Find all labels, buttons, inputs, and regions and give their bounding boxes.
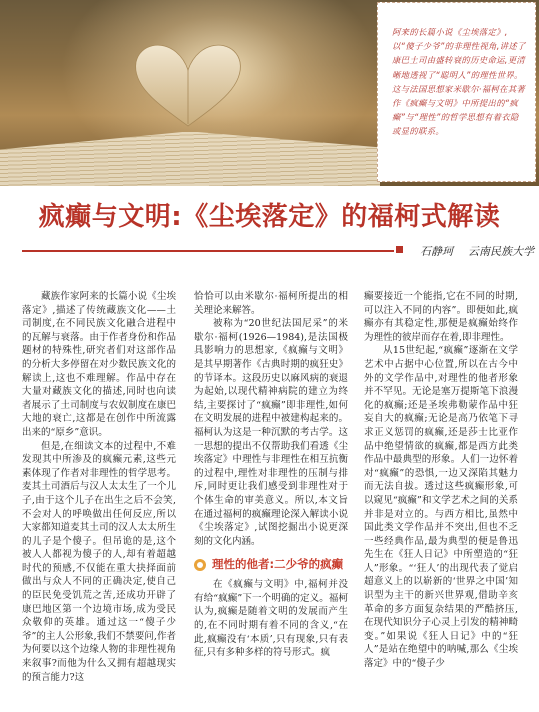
image-caption-box bbox=[377, 2, 536, 182]
paragraph: 被称为“20世纪法国尼采”的米歇尔·福柯(1926—1984),是法国极具影响力的思想家,《疯癫与文明》是其早期著作《古典时期的疯狂史》的节译本。这段历史以麻风病的衰退为起始,以现代精神病院的建立为终结,主要探讨了“疯癫”即非理性,如何在文明发展的进程中被建构起来的。福柯认为这是一种沉默的考古学。这一思想的提出不仅帮助我们看透《尘埃落定》中理性与非理性在相互抗衡的过程中,理性对非理性的压制与排斥,同时更让我们感受到非理性对于个体生命的审美意义。所以,本文旨在通过福柯的疯癫理论深入解读小说《尘埃落定》,试图挖掘出小说更深刻的文化内涵。 bbox=[194, 318, 348, 547]
body-column-3 bbox=[364, 290, 518, 671]
byline bbox=[22, 244, 534, 258]
paragraph: 藏族作家阿来的长篇小说《尘埃落定》,描述了传统藏族文化——土司制度,在不同民族文化融合进程中的瓦解与衰落。由于作者身份和作品题材的特殊性,研究者们对这部作品的分析大多停留在对少数民族文化的解读上,这也不难理解。作品中存在大量对藏族文化的描述,同时也向读者展示了土司制度与农奴制度在康巴大地的衰亡,这都是在创作中所流露出来的“原乡”意识。 bbox=[22, 291, 176, 438]
paragraph: 在《疯癫与文明》中,福柯并没有给“疯癫”下一个明确的定义。福柯认为,疯癫是随着文明的发展而产生的,在不同时期有着不同的含义,“在此,疯癫没有‘本质’,只有现象,只有表征,只有多种多样的符号形式。疯 bbox=[194, 579, 348, 659]
section-heading-text: 理性的他者:二少爷的疯癫 bbox=[212, 557, 344, 572]
paragraph: 恰恰可以由米歇尔·福柯所提出的相关理论来解答。 bbox=[194, 291, 348, 316]
section-bullet-icon bbox=[194, 559, 206, 571]
author-affiliation: 云南民族大学 bbox=[468, 245, 534, 258]
byline-square-mark bbox=[396, 246, 403, 253]
heart-shape-icon bbox=[128, 38, 248, 130]
paragraph: 癫要接近一个能指,它在不同的时期,可以注入不同的内容”。即便如此,疯癫亦有其稳定性,那便是疯癫始终作为理性的彼岸而存在着,即非理性。 bbox=[364, 291, 518, 343]
caption-text: 阿来的长篇小说《尘埃落定》,以“傻子少爷”的非理性视角,讲述了康巴土司由盛转衰的历史命运,更清晰地透视了“聪明人”的理性世界。这与法国思想家米歇尔·福柯在其著作《疯癫与文明》中所提出的“疯癫”与“理性”的哲学思想有着衣隐或显的联系。 bbox=[392, 27, 526, 137]
paragraph: 但是,在细读文本的过程中,不难发现其中所渗及的疯癫元素,这些元素体现了作者对非理性的哲学思考。麦其土司酒后与汉人太太生了一个儿子,由于这个儿子在出生之后不会笑,不会对人的呼唤做出任何反应,所以大家都知道麦其土司的汉人太太所生的儿子是个傻子。但吊诡的是,这个被人人都视为傻子的人,却有着超越时代的预感,不仅能在重大抉择面前做出与众人不同的正确决定,使自己的臣民免受饥荒之苦,还成功开辟了康巴地区第一个边境市场,成为受民众敬仰的英雄。通过这一“傻子少爷”的主人公形象,我们不禁要问,作者为何要以这个边缘人物的非理性视角来叙事?而他为什么又拥有超越现实的预言能力?这 bbox=[22, 440, 176, 683]
article-title: 疯癫与文明:《尘埃落定》的福柯式解读 bbox=[38, 202, 501, 232]
body-column-2 bbox=[194, 290, 348, 660]
author-name: 石静珂 bbox=[420, 245, 453, 258]
paragraph: 从15世纪起,“疯癫”逐渐在文学艺术中占据中心位置,所以在古今中外的文学作品中,对理性的他者形象并不罕见。无论是塞万提斯笔下浪漫化的疯癫;还是圣埃弗勒蒙作品中狂妄自大的疯癫;无论是高乃依笔下寻求正义惩罚的疯癫,还是莎士比亚作品中绝望情欲的疯癫,都是西方此类作品中最典型的形象。人们一边怀着对“疯癫”的恐惧,一边又深陷其魅力而无法自拔。透过这些疯癫形象,可以窥见“疯癫”和文学艺术之间的关系并非是对立的。与西方相比,虽然中国此类文学作品并不突出,但也不乏一些经典作品,最为典型的便是鲁迅先生在《狂人日记》中所塑造的“狂人”形象。“‘狂人’的出现代表了觉启超意义上的以崭新的‘世界之中国’知识型为主干的新兴世界观,借助辛亥革命的多方面复杂结果的严酷挤压,在现代知识分子心灵上引发的精神畸变。”如果说《狂人日记》中的“狂人”是站在绝望中的呐喊,那么《尘埃落定》中的“傻子少 bbox=[364, 345, 518, 670]
byline-rule bbox=[22, 250, 394, 252]
section-heading bbox=[194, 556, 348, 572]
body-column-1 bbox=[22, 290, 176, 684]
